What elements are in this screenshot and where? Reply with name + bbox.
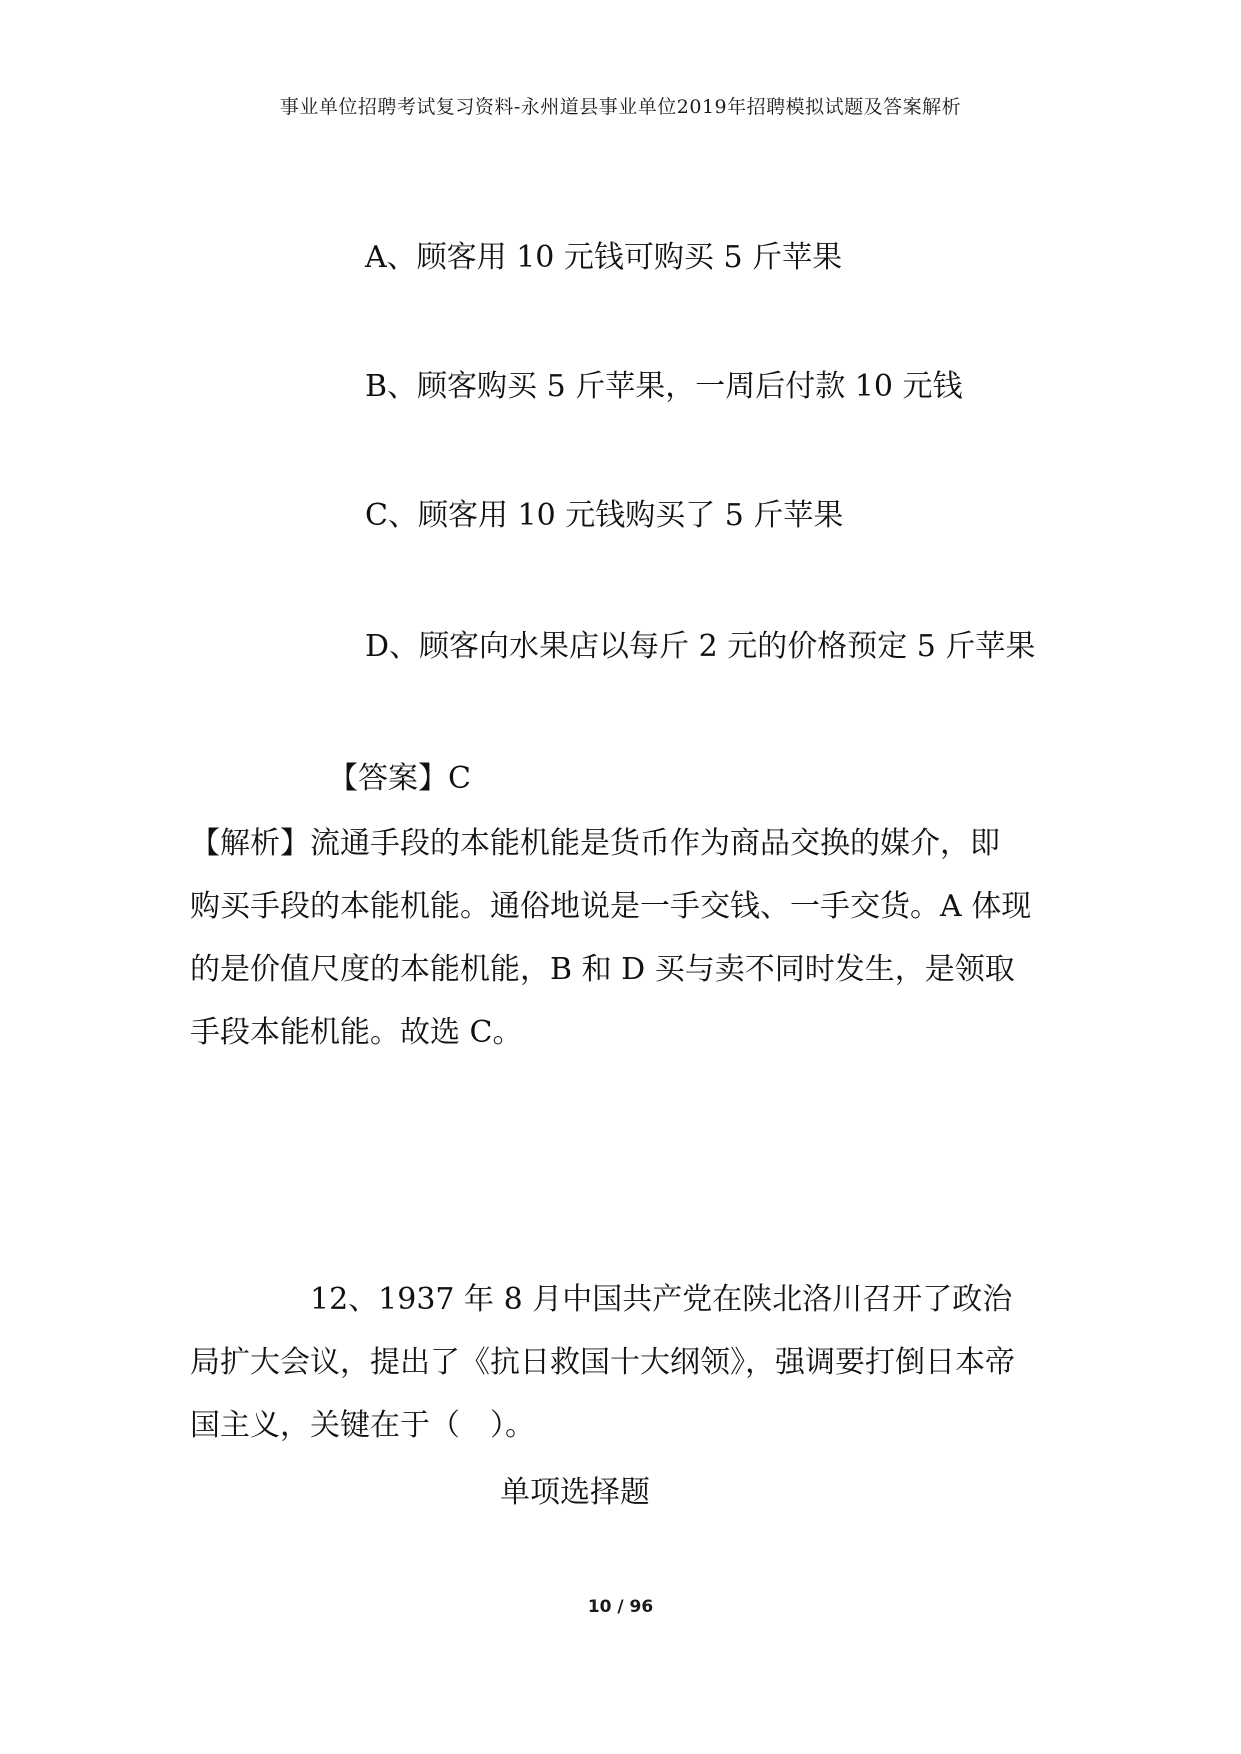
question-line: 国主义，关键在于（ ）。 <box>190 1408 535 1443</box>
question-line: 局扩大会议，提出了《抗日救国十大纲领》，强调要打倒日本帝 <box>190 1345 1015 1380</box>
analysis-line: 手段本能机能。故选 C。 <box>190 1015 523 1050</box>
analysis-line: 的是价值尺度的本能机能，B 和 D 买与卖不同时发生，是领取 <box>190 952 1015 987</box>
running-header: 事业单位招聘考试复习资料-永州道县事业单位2019年招聘模拟试题及答案解析 <box>279 96 962 118</box>
question-paragraph <box>190 1268 1055 1457</box>
question-type-label: 单项选择题 <box>500 1475 650 1510</box>
option-a: A、顾客用 10 元钱可购买 5 斤苹果 <box>365 240 843 275</box>
analysis-line: 购买手段的本能机能。通俗地说是一手交钱、一手交货。A 体现 <box>190 889 1032 924</box>
option-d: D、顾客向水果店以每斤 2 元的价格预定 5 斤苹果 <box>365 629 1036 664</box>
answer-line: 【答案】C <box>328 761 471 796</box>
option-b: B、顾客购买 5 斤苹果，一周后付款 10 元钱 <box>365 369 963 404</box>
question-line: 12、1937 年 8 月中国共产党在陕北洛川召开了政治 <box>190 1282 1013 1317</box>
analysis-paragraph <box>190 812 1055 1064</box>
option-c: C、顾客用 10 元钱购买了 5 斤苹果 <box>365 498 844 533</box>
page-number: 10 / 96 <box>587 1597 654 1617</box>
analysis-line: 【解析】流通手段的本能机能是货币作为商品交换的媒介，即 <box>190 826 1000 861</box>
